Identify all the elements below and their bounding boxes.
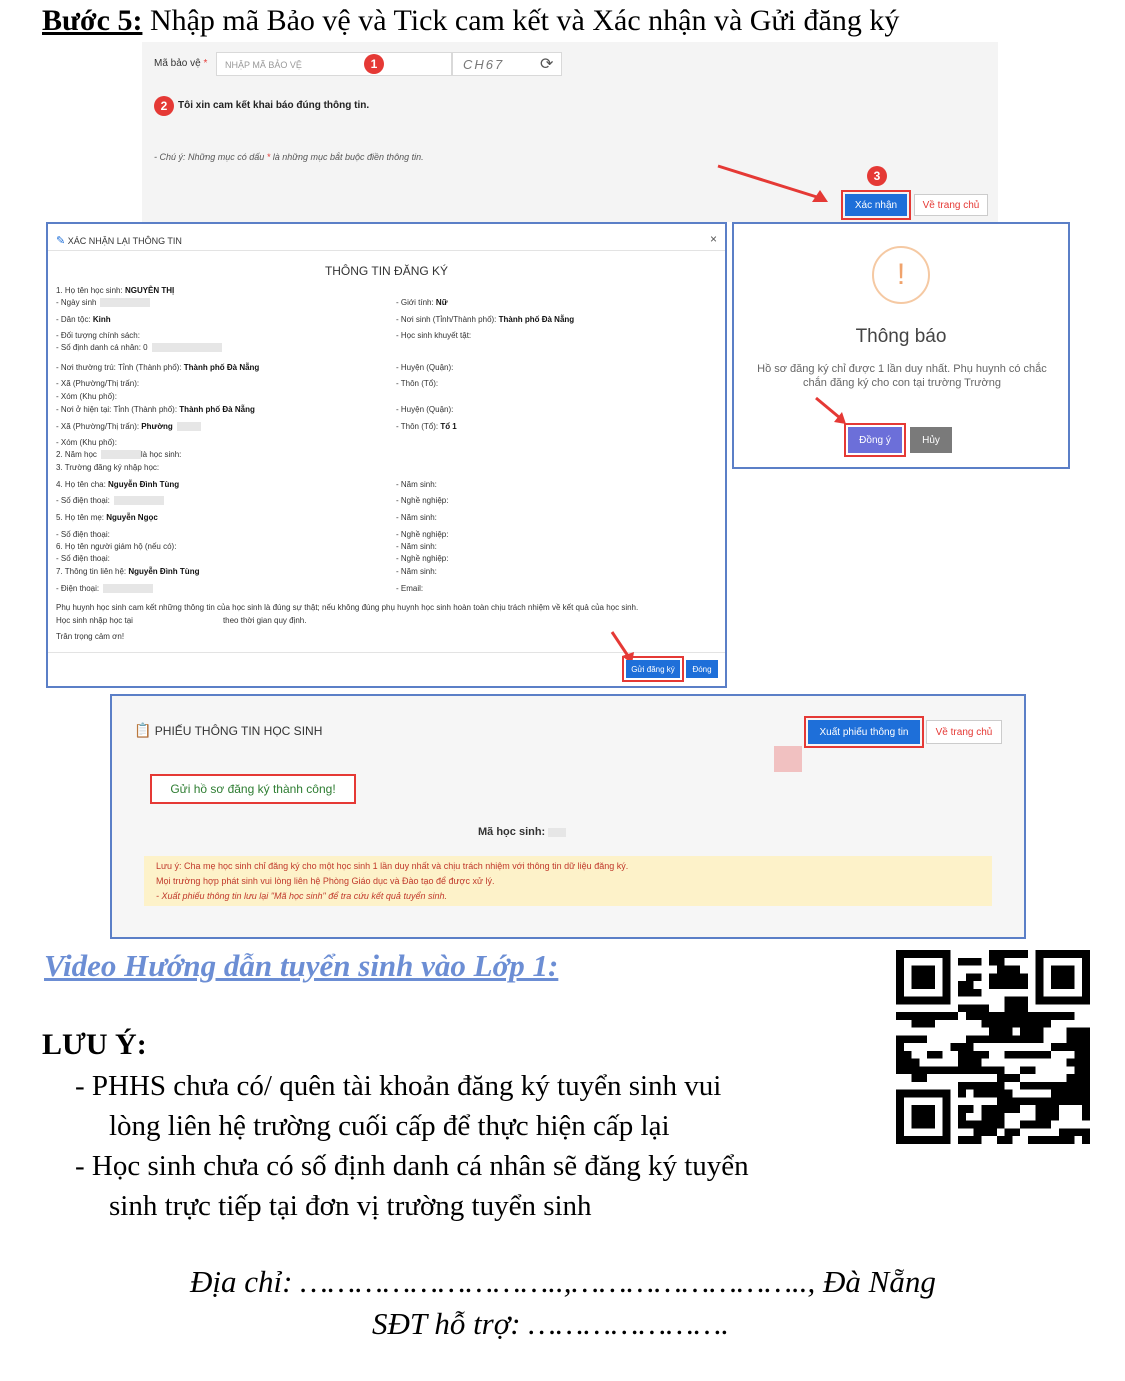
info-label: - Thôn (Tổ):: [396, 379, 439, 388]
step-heading: [42, 4, 899, 38]
info-label: - Đối tượng chính sách:: [56, 331, 140, 340]
redacted: [152, 343, 222, 352]
required-mark: *: [203, 58, 208, 69]
info-row: [396, 363, 453, 372]
info-row: [396, 422, 457, 431]
info-row: [396, 554, 448, 563]
info-label: - Năm sinh:: [396, 542, 437, 551]
redacted-mark: [774, 746, 802, 772]
thanks-text: Trân trọng cảm ơn!: [56, 632, 125, 641]
step-text: Nhập mã Bảo vệ và Tick cam kết và Xác nhận và Gửi đăng ký: [142, 4, 900, 37]
commitment-text: Phụ huynh học sinh cam kết những thông tin của học sinh là đúng sự thật; nếu không đúng phụ huynh học sinh hoàn toàn chịu trách nhiệm về kết quả của học sinh.: [56, 603, 639, 612]
info-row: [396, 331, 471, 340]
note-line: - Học sinh chưa có số định danh cá nhân sẽ đăng ký tuyển: [75, 1150, 749, 1182]
student-code: [478, 826, 566, 838]
info-row: [396, 315, 574, 324]
info-row: [56, 379, 139, 388]
info-value: NGUYỄN THỊ: [124, 286, 175, 295]
notify-message: Hồ sơ đăng ký chỉ được 1 lần duy nhất. Phụ huynh có chắc chắn đăng ký cho con tại trường Trường: [757, 363, 1047, 389]
info-label: 5. Họ tên mẹ:: [56, 513, 107, 522]
info-label: - Nơi thường trú: Tỉnh (Thành phố):: [56, 363, 184, 372]
captcha-label-text: Mã bảo vệ: [154, 58, 201, 69]
commit-checkbox-label[interactable]: Tôi xin cam kết khai báo đúng thông tin.: [178, 100, 370, 111]
cancel-button[interactable]: Hủy: [910, 427, 952, 453]
info-row: [396, 298, 448, 307]
info-label: - Số định danh cá nhân: 0: [56, 343, 148, 352]
required-note: [154, 152, 424, 162]
info-label: 2. Năm học: [56, 450, 97, 459]
info-row: [396, 405, 453, 414]
info-value: Nguyễn Ngọc: [106, 513, 158, 522]
enroll-text: [56, 616, 306, 625]
info-label: - Nơi ở hiện tại: Tỉnh (Thành phố):: [56, 405, 180, 414]
note-prefix: - Chú ý: Những mục có dấu: [154, 152, 267, 162]
info-row: [56, 554, 110, 563]
notify-title: Thông báo: [855, 326, 947, 347]
info-row: [56, 422, 201, 431]
info-row: [56, 463, 159, 472]
info-label: - Nghề nghiệp:: [396, 554, 449, 563]
info-row: [56, 405, 255, 414]
enroll-prefix: Học sinh nhập học tại: [56, 616, 133, 625]
step-2-marker: 2: [154, 96, 174, 116]
note-required-mark: *: [266, 152, 271, 162]
step-1-marker: 1: [364, 54, 384, 74]
info-row: [396, 480, 437, 489]
info-value: Nguyễn Đình Tùng: [128, 567, 200, 576]
info-value: Thành phố Đà Nẵng: [183, 363, 260, 372]
info-row: [396, 542, 437, 551]
captcha-input[interactable]: NHẬP MÃ BẢO VỆ: [216, 52, 452, 76]
info-value: Phường: [141, 422, 173, 431]
info-value: Thành phố Đà Nẵng: [498, 315, 575, 324]
note-line: - PHHS chưa có/ quên tài khoản đăng ký tuyển sinh vui: [75, 1070, 722, 1102]
header-divider: [48, 250, 725, 251]
close-button[interactable]: Đóng: [686, 660, 718, 678]
info-row: [56, 438, 117, 447]
info-label: - Điện thoại:: [56, 584, 100, 593]
note-title: LƯU Ý:: [42, 1028, 147, 1061]
info-label: - Xã (Phường/Thị trấn):: [56, 379, 140, 388]
success-message: Gửi hồ sơ đăng ký thành công!: [150, 774, 356, 804]
info-label: 3. Trường đăng ký nhập học:: [56, 463, 160, 472]
info-row: [56, 286, 174, 295]
captcha-code: CH67: [452, 52, 562, 76]
support-phone: SĐT hỗ trợ: ………………….: [372, 1306, 730, 1341]
warning-icon: !: [872, 246, 930, 304]
info-label: - Năm sinh:: [396, 513, 437, 522]
qr-code-icon: [896, 950, 1090, 1144]
student-info-panel: [110, 694, 1026, 939]
info-label: - Xóm (Khu phố):: [56, 392, 117, 401]
info-label: - Huyện (Quận):: [396, 363, 454, 372]
info-label: - Học sinh khuyết tật:: [396, 331, 472, 340]
info-label: - Nghề nghiệp:: [396, 530, 449, 539]
redacted: [177, 422, 201, 431]
arrow-icon: [714, 160, 834, 210]
info-row: [56, 480, 179, 489]
redacted: [103, 584, 153, 593]
note-suffix: là những mục bắt buộc điền thông tin.: [270, 152, 424, 162]
close-icon[interactable]: ×: [709, 232, 717, 246]
info-row: [396, 496, 448, 505]
info-value: Nguyễn Đình Tùng: [108, 480, 180, 489]
info-row: [396, 513, 437, 522]
arrow-icon: [812, 394, 852, 430]
info-label: - Nơi sinh (Tỉnh/Thành phố):: [396, 315, 499, 324]
info-row: [56, 567, 199, 576]
info-label: - Huyện (Quận):: [396, 405, 454, 414]
captcha-form-screenshot: [142, 42, 998, 222]
info-row: [56, 542, 176, 551]
refresh-icon[interactable]: ⟳: [540, 56, 554, 73]
info-value: Kinh: [92, 315, 111, 324]
note-line: - Xuất phiếu thông tin lưu lại "Mã học sinh" để tra cứu kết quả tuyển sinh.: [156, 891, 447, 901]
redacted: [114, 496, 164, 505]
redacted: [101, 450, 141, 459]
clipboard-icon: 📋: [134, 722, 152, 738]
section-title: THÔNG TIN ĐĂNG KÝ: [324, 264, 449, 278]
note-box: [144, 856, 992, 906]
note-line: Mọi trường hợp phát sinh vui lòng liên hệ Phòng Giáo dục và Đào tạo để được xử lý.: [156, 876, 495, 886]
info-row: [56, 584, 153, 593]
dialog-header: [56, 234, 182, 247]
info-label: - Thôn (Tổ):: [396, 422, 441, 431]
redacted: [100, 298, 150, 307]
info-row: [56, 315, 111, 324]
info-value: Tổ 1: [440, 422, 457, 431]
info-row: [56, 530, 110, 539]
export-info-button[interactable]: Xuất phiếu thông tin: [808, 720, 920, 744]
enroll-suffix: theo thời gian quy định.: [222, 616, 307, 625]
student-code-label: Mã học sinh:: [478, 826, 546, 838]
panel-title: PHIẾU THÔNG TIN HỌC SINH: [154, 724, 323, 738]
info-label: - Email:: [396, 584, 424, 593]
info-label: - Số điện thoại:: [56, 496, 110, 505]
info-row: [56, 298, 150, 307]
panel-header: [134, 722, 322, 739]
edit-icon: ✎: [56, 235, 66, 247]
redacted: [548, 828, 566, 837]
info-value: Nữ: [435, 298, 448, 307]
notification-dialog: [732, 222, 1070, 469]
note-line: sinh trực tiếp tại đơn vị trường tuyển sinh: [109, 1190, 592, 1222]
info-row: [56, 331, 140, 340]
step-label: Bước 5:: [42, 4, 143, 37]
info-label: 1. Họ tên học sinh:: [56, 286, 125, 295]
info-label: - Ngày sinh: [56, 298, 97, 307]
submit-registration-button[interactable]: Gửi đăng ký: [626, 660, 680, 678]
info-label: - Số điện thoại:: [56, 554, 110, 563]
info-label: - Số điện thoại:: [56, 530, 110, 539]
info-label: - Nghề nghiệp:: [396, 496, 449, 505]
info-row: [56, 392, 117, 401]
captcha-label: [154, 58, 207, 69]
info-value: Thành phố Đà Nẵng: [179, 405, 255, 414]
info-label: 6. Họ tên người giám hộ (nếu có):: [56, 542, 177, 551]
info-row: [56, 343, 222, 352]
info-label: 4. Họ tên cha:: [56, 480, 109, 489]
info-row: [56, 513, 158, 522]
info-label: - Năm sinh:: [396, 567, 437, 576]
info-row: [396, 530, 448, 539]
note-line: Lưu ý: Cha mẹ học sinh chỉ đăng ký cho một học sinh 1 lần duy nhất và chịu trách nhiệm với thông tin dữ liệu đăng ký.: [156, 861, 629, 871]
redacted: [133, 616, 223, 625]
dialog-title: XÁC NHẬN LẠI THÔNG TIN: [67, 236, 182, 246]
info-row: [396, 567, 437, 576]
info-row: [56, 363, 259, 372]
address-line: Địa chỉ: ………………………..,…………………….., Đà Nẵng: [190, 1264, 936, 1299]
info-label: - Giới tính:: [396, 298, 436, 307]
info-row: [396, 584, 423, 593]
info-label: 7. Thông tin liên hệ:: [56, 567, 129, 576]
confirm-button[interactable]: Xác nhận: [845, 194, 907, 216]
video-guide-link[interactable]: Video Hướng dẫn tuyển sinh vào Lớp 1:: [44, 948, 559, 983]
info-row: [56, 496, 164, 505]
home-button[interactable]: Về trang chủ: [914, 194, 988, 216]
note-line: lòng liên hệ trường cuối cấp để thực hiện cấp lại: [109, 1110, 670, 1142]
confirm-info-dialog: [46, 222, 727, 688]
info-label: - Xóm (Khu phố):: [56, 438, 117, 447]
info-label: - Xã (Phường/Thị trấn):: [56, 422, 142, 431]
step-3-marker: 3: [867, 166, 887, 186]
info-row: [56, 450, 181, 459]
info-row: [396, 379, 438, 388]
info-label: - Dân tộc:: [56, 315, 93, 324]
agree-button[interactable]: Đồng ý: [848, 427, 902, 453]
home-button[interactable]: Về trang chủ: [926, 720, 1002, 744]
info-label: - Năm sinh:: [396, 480, 437, 489]
info-suffix: là học sinh:: [140, 450, 182, 459]
